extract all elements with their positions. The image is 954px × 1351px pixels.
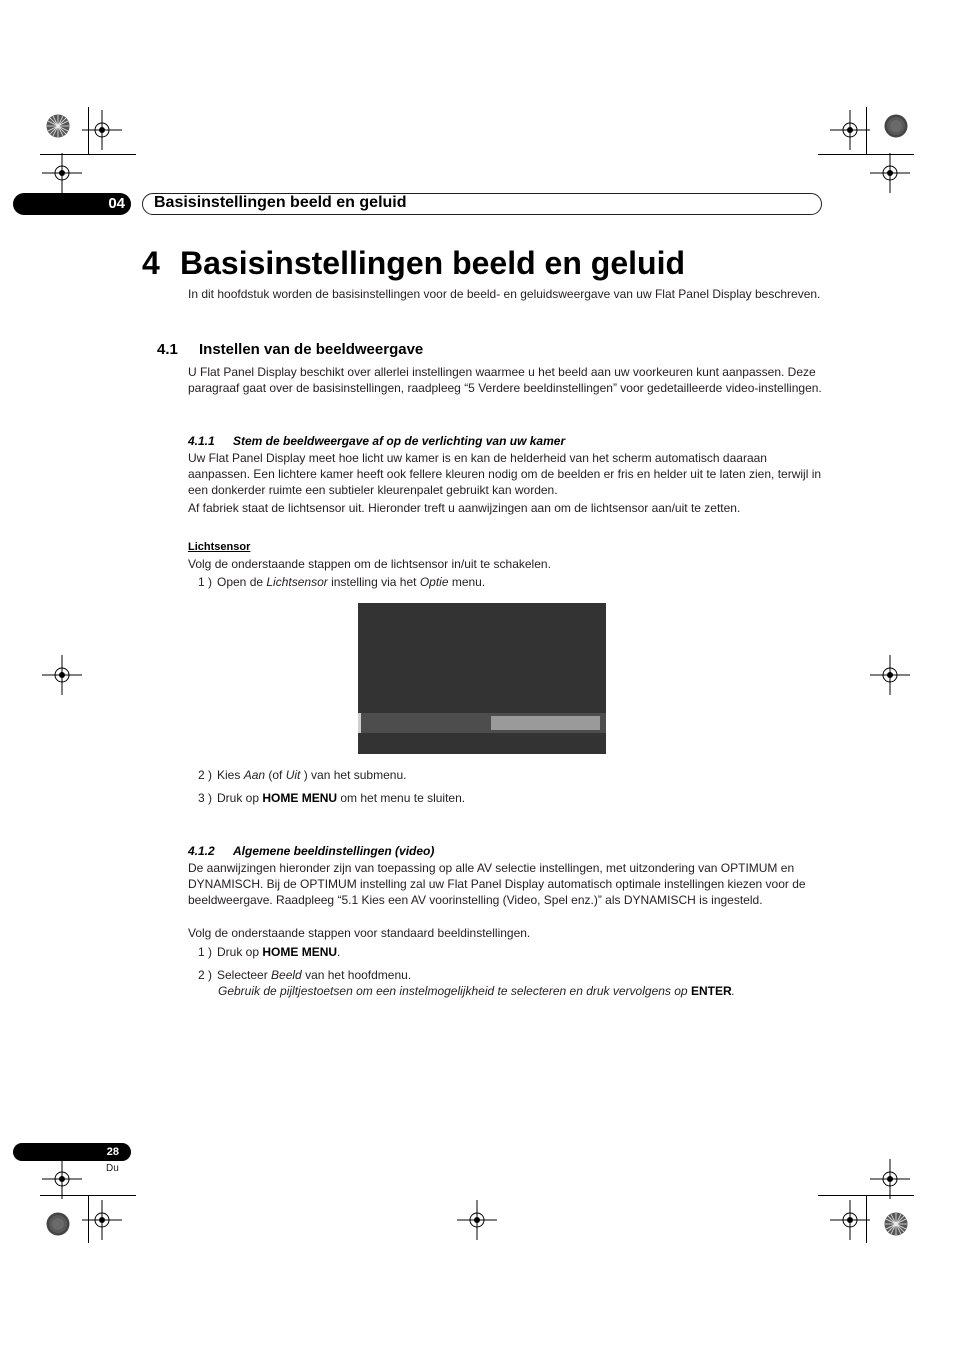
lichtsensor-heading: Lichtsensor [188,541,251,553]
osd-menu-highlighted-row [358,713,606,733]
section-number: 4.1 [157,341,178,358]
registration-mark-icon [830,110,870,150]
step-text: . [337,945,341,959]
step-text: van het hoofdmenu. [301,968,412,982]
subsection-title: Algemene beeldinstellingen (video) [233,844,435,858]
step-text: instelling via het [327,575,420,589]
chapter-heading [142,244,685,282]
note-text: Gebruik de pijltjestoetsen om een instelmogelijkheid te selecteren en druk vervolgens op [218,984,691,998]
step-number: 1 ) [198,575,213,589]
step-number: 3 ) [198,791,213,805]
step-item [198,967,818,983]
osd-row-indicator [358,713,361,733]
chapter-number: 04 [108,195,125,212]
subsection-title: Stem de beeldweergave af op de verlichting van uw kamer [233,434,566,448]
print-target-icon [46,1212,70,1236]
subsection-body: Af fabriek staat de lichtsensor uit. Hieronder treft u aanwijzingen aan om de lichtsensor aan/uit te zetten. [188,501,741,515]
chapter-heading-number: 4 [142,245,160,281]
chapter-intro: In dit hoofdstuk worden de basisinstellingen voor de beeld- en geluidsweergave van uw Flat Panel Display beschreven. [188,287,821,301]
step-item [198,790,818,806]
registration-mark-icon [42,1159,82,1199]
step-text-italic: Optie [419,575,449,589]
page-language: Du [106,1163,119,1174]
registration-mark-icon [42,655,82,695]
step-text-bold: HOME MENU [262,791,338,805]
step-text-italic: Beeld [271,968,302,982]
step-item [198,944,818,960]
print-target-icon [884,1212,908,1236]
registration-mark-icon [82,110,122,150]
registration-mark-icon [82,1200,122,1240]
chapter-heading-title: Basisinstellingen beeld en geluid [180,245,685,281]
page-number: 28 [106,1146,119,1158]
step-text: ) van het submenu. [300,768,407,782]
step-text: Open de [217,575,267,589]
registration-mark-icon [870,153,910,193]
subsection-heading [188,844,434,859]
subsection-body: Uw Flat Panel Display meet hoe licht uw kamer is en kan de helderheid van het scherm automatisch daaraan aanpassen. Een lichtere kamer heeft ook fellere kleuren nodig om de beelden er fris en helder uit te laten zien, terwijl in een donkerder ruimte een subtieler kleurenpalet gebruikt kan worden. [188,451,822,497]
page-number-badge [13,1143,131,1161]
registration-mark-icon [830,1200,870,1240]
section-heading [157,340,423,360]
step-text: Druk op [217,791,263,805]
step-text: Kies [217,768,244,782]
step-text-bold: HOME MENU [262,945,338,959]
osd-value-field [491,716,600,730]
step-number: 1 ) [198,945,213,959]
subsection-body: Volg de onderstaande stappen voor standaard beeldinstellingen. [188,926,531,940]
registration-mark-icon [870,1159,910,1199]
registration-mark-icon [870,655,910,695]
registration-mark-icon [42,153,82,193]
print-target-icon [884,114,908,138]
subsection-number: 4.1.1 [188,434,215,448]
step-number: 2 ) [198,768,213,782]
step-text: (of [265,768,286,782]
step-text-italic: Aan [243,768,266,782]
lichtsensor-body: Volg de onderstaande stappen om de lichtsensor in/uit te schakelen. [188,557,551,571]
step-item [198,767,818,783]
section-title: Instellen van de beeldweergave [199,341,424,358]
note-text: . [731,984,735,998]
step-number: 2 ) [198,968,213,982]
subsection-body: De aanwijzingen hieronder zijn van toepassing op alle AV selectie instellingen, met uitzondering van OPTIMUM en DYNAMISCH. Bij de OPTIMUM instelling zal uw Flat Panel Display automatisch optimale instellingen kiezen voor de beeldweergave. Raadpleeg “5.1 Kies een AV voorinstelling (Video, Spel enz.)” als DYNAMISCH is ingesteld. [188,861,806,907]
running-header-title: Basisinstellingen beeld en geluid [154,194,407,211]
step-text: om het menu te sluiten. [337,791,466,805]
note-text-bold: ENTER [690,984,732,998]
print-target-icon [46,114,70,138]
chapter-number-badge [13,193,131,215]
step-note [218,983,735,999]
subsection-heading [188,434,565,449]
osd-menu-screenshot [358,603,606,754]
step-text: Druk op [217,945,263,959]
step-text-italic: Uit [285,768,301,782]
section-body: U Flat Panel Display beschikt over allerlei instellingen waarmee u het beeld aan uw voorkeuren kunt aanpassen. Deze paragraaf gaat over de basisinstellingen, raadpleeg “5 Verdere beeldinstellingen” voor gedetailleerde video-instellingen. [188,365,822,395]
registration-mark-icon [457,1200,497,1240]
step-text-italic: Lichtsensor [266,575,328,589]
subsection-number: 4.1.2 [188,844,215,858]
step-text: menu. [448,575,486,589]
step-text: Selecteer [217,968,272,982]
step-item [198,574,818,590]
